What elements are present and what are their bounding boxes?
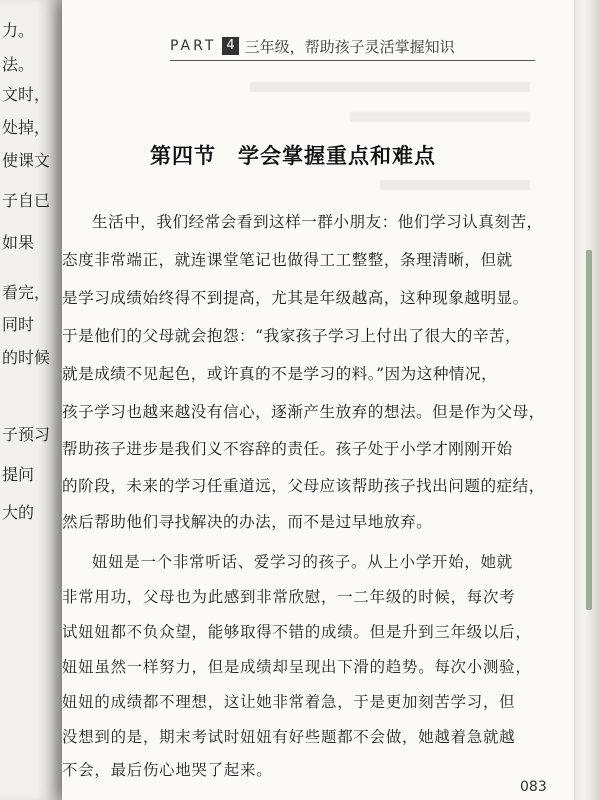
left-page-fragment: 使课文 xyxy=(2,151,51,170)
text-line: 的阶段，未来的学习任重道远，父母应该帮助孩子找出问题的症结， xyxy=(62,477,545,495)
left-page-fragment: 的时候 xyxy=(2,348,51,367)
left-page-fragment: 同时 xyxy=(2,315,35,334)
text-line: 然后帮助他们寻找解决的办法，而不是过早地放弃。 xyxy=(62,513,433,531)
left-page xyxy=(0,0,66,800)
text-line: 妞妞是一个非常听话、爱学习的孩子。从上小学开始，她就 xyxy=(92,553,513,571)
section-title: 第四节 学会掌握重点和难点 xyxy=(150,143,436,168)
text-line: 于是他们的父母就会抱怨：“我家孩子学习上付出了很大的辛苦， xyxy=(62,327,522,345)
text-line: 试妞妞都不负众望，能够取得不错的成绩。但是升到三年级以后， xyxy=(62,623,532,641)
part-number-badge: 4 xyxy=(222,37,238,55)
running-header xyxy=(170,33,530,59)
left-page-fragment: 大的 xyxy=(2,503,35,522)
left-page-fragment: 法。 xyxy=(2,55,35,74)
text-line: 妞妞的成绩都不理想，这让她非常着急，于是更加刻苦学习，但 xyxy=(62,693,516,711)
left-page-fragment: 处掉， xyxy=(2,118,51,137)
text-line: 不会，最后伤心地哭了起来。 xyxy=(62,761,273,779)
text-line: 妞妞虽然一样努力，但是成绩却呈现出下滑的趋势。每次小测验， xyxy=(62,658,532,676)
page-number: 083 xyxy=(520,779,547,795)
text-line: 是学习成绩始终得不到提高，尤其是年级越高，这种现象越明显。 xyxy=(62,289,529,307)
text-line: 非常用功，父母也为此感到非常欣慰，一二年级的时候，每次考 xyxy=(62,588,516,606)
left-page-fragment: 力。 xyxy=(2,21,35,40)
text-line: 没想到的是，期末考试时妞妞有好些题都不会做，她越着急就越 xyxy=(62,728,516,746)
text-line: 就是成绩不见起色，或许真的不是学习的料。”因为这种情况， xyxy=(62,365,498,383)
left-page-fragment: 如果 xyxy=(2,233,35,252)
part-label: PART xyxy=(170,38,217,54)
text-line: 态度非常端正，就连课堂笔记也做得工工整整，条理清晰，但就 xyxy=(62,251,513,269)
left-page-fragment: 提问 xyxy=(2,465,35,484)
left-page-fragment: 子自已 xyxy=(2,191,51,210)
header-rule xyxy=(170,60,535,61)
show-through xyxy=(350,112,530,122)
left-page-fragment: 子预习 xyxy=(2,425,51,444)
left-page-fragment: 文时， xyxy=(2,85,51,104)
chapter-title: 三年级，帮助孩子灵活掌握知识 xyxy=(244,37,455,56)
text-line: 生活中，我们经常会看到这样一群小朋友：他们学习认真刻苦， xyxy=(92,213,543,231)
show-through xyxy=(380,180,530,190)
show-through xyxy=(250,82,530,92)
text-line: 帮助孩子进步是我们义不容辞的责任。孩子处于小学才刚刚开始 xyxy=(62,440,513,458)
text-line: 孩子学习也越来越没有信心，逐渐产生放弃的想法。但是作为父母， xyxy=(62,403,545,421)
left-page-fragment: 看完， xyxy=(2,283,51,302)
cover-edge xyxy=(586,250,592,610)
